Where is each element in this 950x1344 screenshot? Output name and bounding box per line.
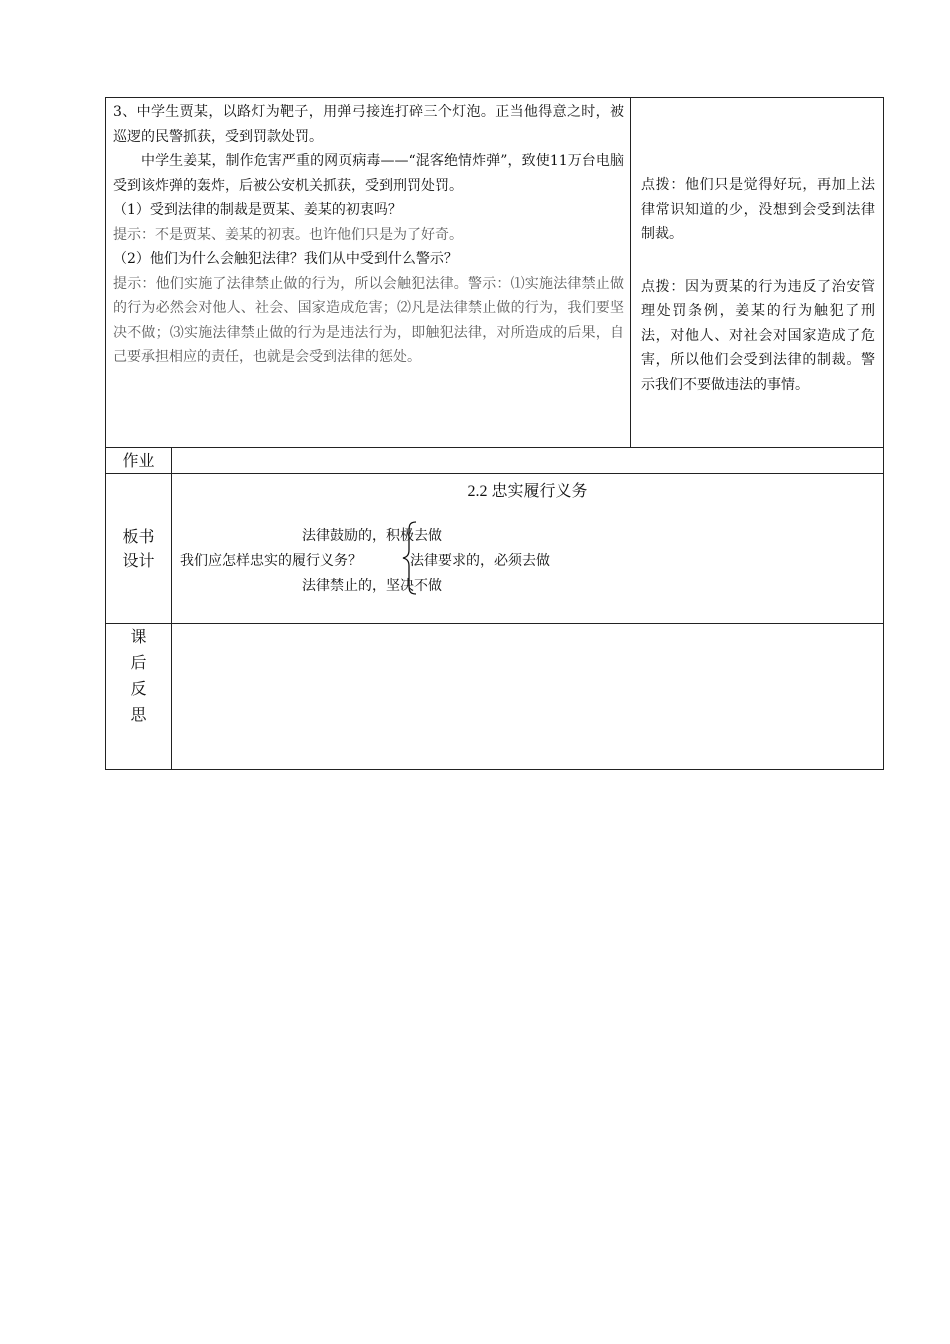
case-text-jiang: 中学生姜某，制作危害严重的网页病毒——“混客绝情炸弹”，致使11万台电脑受到该炸弹的轰炸，后被公安机关抓获，受到刑罚处罚。 (113, 153, 624, 194)
tip-2: 点拨：因为贾某的行为违反了治安管理处罚条例，姜某的行为触犯了刑法，对他人、对社会对国家造成了危害，所以他们会受到法律的制裁。警示我们不要做违法的事情。 (641, 278, 875, 393)
reflection-char-2: 后 (130, 653, 147, 672)
reflection-content (172, 624, 884, 770)
board-title: 2.2 忠实履行义务 (467, 483, 588, 500)
homework-content (172, 448, 884, 474)
homework-row (106, 448, 884, 474)
teacher-tips-cell (631, 98, 884, 448)
reflection-char-3: 反 (130, 679, 147, 698)
case-row (106, 98, 884, 448)
question-1: （1）受到法律的制裁是贾某、姜某的初衷吗？ (113, 202, 402, 218)
question-2: （2）他们为什么会触犯法律？我们从中受到什么警示？ (113, 251, 458, 267)
reflection-char-4: 思 (130, 705, 147, 724)
board-design-row (106, 474, 884, 624)
board-label-line-2: 设计 (122, 550, 155, 570)
board-design-label (106, 474, 172, 624)
hint-2: 提示：他们实施了法律禁止做的行为，所以会触犯法律。警示：⑴实施法律禁止做的行为必然会对他人、社会、国家造成危害；⑵凡是法律禁止做的行为，我们要坚决不做；⑶实施法律禁止做的行为是违法行为，即触犯法律，对所造成的后果，自己要承担相应的责任，也就是会受到法律的惩处。 (113, 275, 624, 365)
board-item-forbidden: 法律禁止的，坚决不做 (302, 578, 442, 594)
board-label-line-1: 板书 (122, 526, 155, 546)
reflection-char-1: 课 (130, 627, 147, 646)
homework-label: 作业 (106, 448, 172, 474)
case-study-cell (106, 98, 631, 448)
board-design-content (172, 474, 884, 624)
case-text-jia: 3、中学生贾某，以路灯为靶子，用弹弓接连打碎三个灯泡。正当他得意之时，被巡逻的民警抓获，受到罚款处罚。 (113, 104, 624, 145)
reflection-row (106, 624, 884, 770)
board-item-required: 法律要求的，必须去做 (410, 553, 550, 569)
board-question: 我们应怎样忠实的履行义务？ (180, 553, 362, 569)
board-item-encouraged: 法律鼓励的，积极去做 (302, 528, 442, 544)
hint-1: 提示：不是贾某、姜某的初衷。也许他们只是为了好奇。 (113, 226, 463, 243)
lesson-plan-table (105, 97, 884, 770)
reflection-label (106, 624, 172, 770)
curly-brace-icon (401, 520, 419, 596)
tip-1: 点拨：他们只是觉得好玩，再加上法律常识知道的少，没想到会受到法律制裁。 (641, 177, 875, 242)
